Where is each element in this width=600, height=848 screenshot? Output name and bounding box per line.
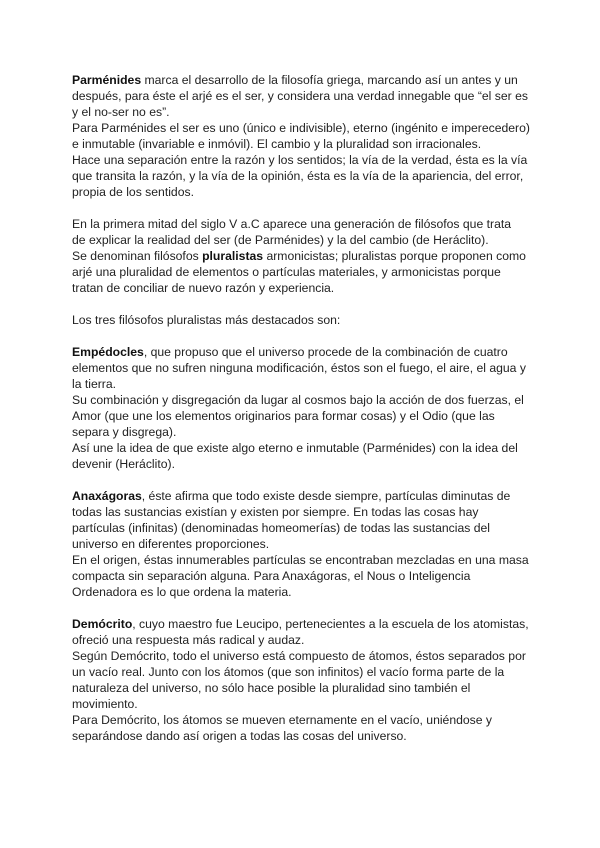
text-line: En el origen, éstas innumerables partículas se encontraban mezcladas en una masa: [72, 553, 529, 567]
text-line: que transita la razón, y la vía de la opinión, ésta es la vía de la apariencia, del error,: [72, 169, 524, 183]
text-line: Así une la idea de que existe algo eterno e inmutable (Parménides) con la idea del: [72, 441, 518, 455]
philosopher-name: Anaxágoras: [72, 489, 142, 503]
text-line: Su combinación y disgregación da lugar al cosmos bajo la acción de dos fuerzas, el: [72, 393, 524, 407]
text-line: arjé una pluralidad de elementos o partículas materiales, y armonicistas porque: [72, 265, 501, 279]
text-line: todas las sustancias existían y existen por siempre. En todas las cosas hay: [72, 505, 479, 519]
text-line: Hace una separación entre la razón y los sentidos; la vía de la verdad, ésta es la vía: [72, 153, 528, 167]
text-line: separa y disgrega).: [72, 425, 177, 439]
text-line: [72, 248, 534, 264]
text-line: e inmutable (invariable e inmóvil). El cambio y la pluralidad son irracionales.: [72, 137, 482, 151]
text-line: devenir (Heráclito).: [72, 457, 175, 471]
text-line: [72, 344, 534, 360]
emphasis-term: pluralistas: [202, 249, 264, 263]
philosopher-name: Demócrito: [72, 617, 133, 631]
text-segment: , cuyo maestro fue Leucipo, pertenecientes a la escuela de los atomistas,: [132, 617, 529, 631]
text-line: Para Parménides el ser es uno (único e indivisible), eterno (ingénito e imperecedero): [72, 121, 530, 135]
text-line: Los tres filósofos pluralistas más destacados son:: [72, 313, 341, 327]
text-line: separándose dando así origen a todas las cosas del universo.: [72, 729, 407, 743]
text-line: Amor (que une los elementos originarios para formar cosas) y el Odio (que las: [72, 409, 495, 423]
text-line: ofreció una respuesta más radical y audaz.: [72, 633, 305, 647]
paragraph-intro: [72, 216, 534, 296]
text-segment: marca el desarrollo de la filosofía griega, marcando así un antes y un: [141, 73, 518, 87]
text-segment: , que propuso que el universo procede de la combinación de cuatro: [143, 345, 508, 359]
text-line: de explicar la realidad del ser (de Parménides) y la del cambio (de Heráclito).: [72, 233, 489, 247]
text-line: un vacío real. Junto con los átomos (que son infinitos) el vacío forma parte de la: [72, 665, 505, 679]
philosopher-name: Empédocles: [72, 345, 144, 359]
text-line: compacta sin separación alguna. Para Anaxágoras, el Nous o Inteligencia: [72, 569, 471, 583]
paragraph-summary: [72, 312, 534, 328]
text-line: Ordenadora es lo que ordena la materia.: [72, 585, 292, 599]
text-line: naturaleza del universo, no sólo hace posible la pluralidad sino también el: [72, 681, 471, 695]
text-line: elementos que no sufren ninguna modificación, éstos son el fuego, el aire, el agua y: [72, 361, 526, 375]
text-line: Según Demócrito, todo el universo está compuesto de átomos, éstos separados por: [72, 649, 526, 663]
text-line: la tierra.: [72, 377, 117, 391]
paragraph-parmenides: [72, 72, 534, 200]
text-line: [72, 488, 534, 504]
text-line: movimiento.: [72, 697, 138, 711]
text-line: [72, 72, 534, 88]
text-line: después, para éste el arjé es el ser, y considera una verdad innegable que “el ser es: [72, 89, 528, 103]
text-segment: , éste afirma que todo existe desde siempre, partículas diminutas de: [141, 489, 511, 503]
text-segment: Se denominan filósofos: [72, 249, 203, 263]
text-line: Para Demócrito, los átomos se mueven eternamente en el vacío, uniéndose y: [72, 713, 493, 727]
paragraph-anaxagoras: [72, 488, 534, 600]
text-line: En la primera mitad del siglo V a.C aparece una generación de filósofos que trata: [72, 217, 512, 231]
text-segment: armonicistas; pluralistas porque proponen como: [263, 249, 526, 263]
paragraph-empedocles: [72, 344, 534, 472]
paragraph-democrito: [72, 616, 534, 744]
text-line: [72, 616, 534, 632]
text-line: universo en diferentes proporciones.: [72, 537, 270, 551]
text-line: tratan de conciliar de nuevo razón y experiencia.: [72, 281, 335, 295]
text-line: y el no-ser no es”.: [72, 105, 170, 119]
text-line: partículas (infinitas) (denominadas homeomerías) de todas las sustancias del: [72, 521, 490, 535]
text-line: propia de los sentidos.: [72, 185, 194, 199]
philosopher-name: Parménides: [72, 73, 142, 87]
